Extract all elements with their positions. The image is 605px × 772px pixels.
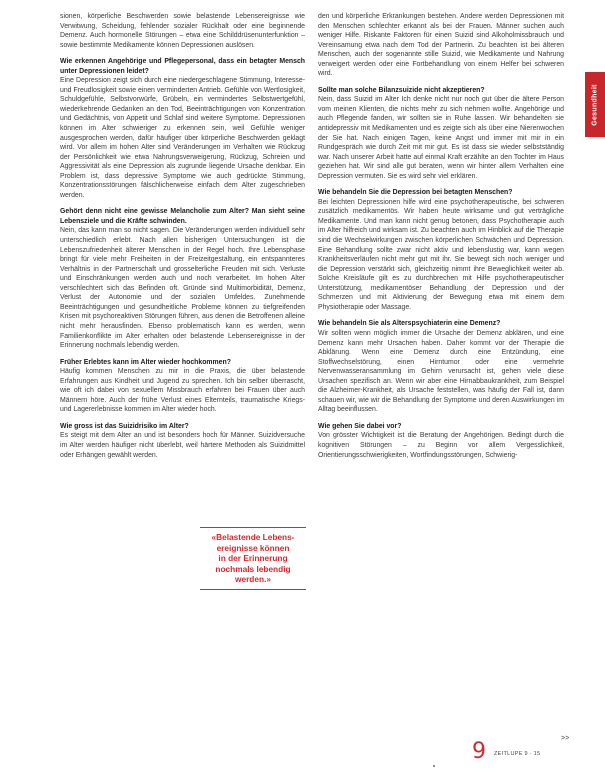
pull-quote-line: werden.» <box>235 574 271 585</box>
pull-quote-line: in der Erinnerung <box>218 553 288 564</box>
answer-paragraph: Wir sollten wenn möglich immer die Ursache der Demenz abklären, und eine Demenz kann mehr Ursachen haben. Daher kommt vor der Therapie die Abklärung. Wenn eine Demenz durch eine Entzündung, eine Stoffwechselstörung, einen Hirntumor oder eine vermehrte Nervenwasseransammlung im Gehirn verursacht ist, gehen viele diese Ursachen spezifisch an. Wenn wir aber eine Hirnabbaukrankheit, zum Beispiel die Alzheimer-Krankheit, als Ursache feststellen, was häufig der Fall ist, dann schauen wir, wie wir die Behandlung der Symptome und deren Auswirkungen im Alltag beeinflussen. <box>318 329 564 414</box>
question-heading: Wie behandeln Sie die Depression bei betagten Menschen? <box>318 189 513 197</box>
magazine-issue: ZEITLUPE 9 · 15 <box>494 751 541 757</box>
answer-paragraph: Eine Depression zeigt sich durch eine niedergeschlagene Stimmung, Interesse- und Freudlosigkeit sowie einen verminderten Antrieb. Gefühle von Wertlosigkeit, Schuldgefühle, Selbstvorwürfe, Grübeln, ein vermindertes Selbstwertgefühl, wiederkehrende Gedanken an den Tod, Beeinträchtigungen von Konzentration und Gedächtnis, von Appetit und Schlaf sind weitere Symptome. Depressionen können im Alter schwieriger zu erkennen sein, weil Gefühle weniger ausgesprochen werden, dafür häufiger über körperliche Beschwerden geklagt wird. Vor allem im hohen Alter sind Veränderungen im Verhalten wie Rückzug der Persönlichkeit wie etwa Nahrungsverweigerung, Rückzug, Schreien und Aggressivität als eine Depression als zugrunde liegende Ursache denkbar. Ein Problem ist, dass depressive Symptome wie auch gedrückte Stimmung, Konzentrationsstörungen fälschlicherweise einfach dem Alter zugeschrieben werden. <box>60 77 305 199</box>
answer-paragraph: Nein, dass Suizid im Alter Ich denke nicht nur noch gut über die ältere Person vom meinen Klienten, die nichts mehr zu sich nehmen wollte. Angehörige und auch Pflegende fanden, wir sollten sie in Ruhe lassen. Wir behandelten sie antidepressiv mit Medikamenten und es zeigte sich als über eine Nierenwochen der Sie hat. Nach einigen Tagen, keine Angst und immer mit mir in ein Rundgespräch wie durch Zeit mit mir gut. Es ist dass sie wieder selbstständig war. Nach unserer Arbeit hatte auf einmal Kraft erzählte an den Tochter im Haus geziehen hat. Wir sind alle gut beraten, wenn wir hinter allem Verhalten eine Depression vermuten. Sie es wird sehr viel erklären. <box>318 96 564 180</box>
question-heading: Wie behandeln Sie als Alterspsychiaterin eine Demenz? <box>318 320 501 328</box>
question-heading: Wie gehen Sie dabei vor? <box>318 422 402 430</box>
answer-paragraph: den und körperliche Erkrankungen bestehen. Andere werden Depressionen mit den Menschen schlechter erkannt als bei der Frauen. Männer suchen auch weniger Hilfe. Riskante Faktoren für einen Suizid sind Alkoholmissbrauch und Vereinsamung etwa nach dem Tod der Partnerin. Zu beachten ist bei älteren Menschen, auch der sogenannte stille Suizid, wie Medikamente und Nahrung verweigert werden oder eine Fortbehandlung von einem Helfer bei schweren wird. <box>318 13 564 78</box>
answer-paragraph: Häufig kommen Menschen zu mir in die Praxis, die über belastende Erfahrungen aus Kindheit und Jugend zu sprechen. Ich bin selber überrascht, wie oft ich dabei von sexuellem Missbrauch erfahren bei Frauen über auch Männern höre. Auch der frühe Verlust eines Elternteils, traumatische Kriegs- und Lagererlebnisse kommen im Alter wieder hoch. <box>60 368 305 414</box>
question-heading: Früher Erlebtes kann im Alter wieder hochkommen? <box>60 358 231 366</box>
question-heading: Wie gross ist das Suizidrisiko im Alter? <box>60 422 189 430</box>
page-dot <box>433 765 435 767</box>
question-heading: Wie erkennen Angehörige und Pflegepersonal, dass ein betagter Mensch unter Depressionen leidet? <box>60 58 305 75</box>
right-column <box>318 12 564 460</box>
section-tab-label: Gesundheit <box>591 83 599 126</box>
left-column <box>60 12 305 460</box>
pull-quote-line: ereignisse können <box>216 542 290 553</box>
page-number: 9 <box>472 739 486 764</box>
answer-paragraph: sionen, körperliche Beschwerden sowie belastende Lebensereignisse wie Verwitwung, Scheidung, fehlender sozialer Rückhalt oder eine beginnende Demenz. Auch hormonelle Störungen – etwa eine Schilddrüsenunterfunktion – sowie bestimmte Medikamente können Depressionen auslösen. <box>60 13 305 49</box>
pull-quote <box>200 527 306 590</box>
answer-paragraph: Nein, das kann man so nicht sagen. Die Veränderungen werden individuell sehr unterschiedlich erlebt. Nach allen bisherigen Untersuchungen ist die Lebenszufriedenheit älterer Menschen in der Regel hoch. Ihre Lebensphase bringt für viele mehr Freiheiten in der Freizeitgestaltung, ein entspannteres Verhältnis in der Partnerschaft und grosselterliche Freuden mit sich. Verluste und Einschränkungen werden auch und noch verarbeitet. Im hohen Alter verschlechtert sich das Befinden oft. Gründe sind Multimorbidität, Demenz, Verlust der Autonomie und der sozialen Umfeldes. Zunehmende Beeinträchtigungen und gesundheitliche Probleme können zu tiefgreifenden Krisen mit psychoreaktiven Störungen führen, aus denen die Betroffenen alleine nicht mehr herausfinden. Ebenso problematisch kann es werden, wenn Familienkonflikte im Alter erhalten oder belastende Lebensereignisse in der Erinnerung nochmals lebendig werden. <box>60 227 305 350</box>
answer-paragraph: Es steigt mit dem Alter an und ist besonders hoch für Männer. Suizidversuche im Alter werden häufiger nicht überlebt, weil härtere Methoden als Suizidmittel oder Erhängen gewählt werden. <box>60 432 305 459</box>
question-heading: Sollte man solche Bilanzsuizide nicht akzeptieren? <box>318 86 485 94</box>
answer-paragraph: Bei leichten Depressionen hilfe wird eine psychotherapeutische, bei schweren zusätzlich medikamentös. Wir haben heute wirksame und gut verträgliche Medikamente. Und man kann nicht genug betonen, dass Psychotherapie auch im Alter hilfreich und wirksam ist. Zu beachten auch im Hinblick auf die Therapie sind die Wechselwirkungen zwischen körperlichen Schwächen und Depression. Eine Behandlung sollte zwar nicht aktiv und lebenslustig war, kann wegen Krankheitsverläufen nicht mehr gut mit ihr. Sie bewegt sich noch weniger und die Depression verstärkt sich, gleichzeitig nimmt ihre Beweglichkeit weiter ab. Solche Kreisläufe gilt es zu durchbrechen mit Hilfe psychotherapeutischer Unterstützung, medikamentöser Behandlung der Depression und der Schmerzen und mit Aktivierung der Bewegung etwa mit einem dem Physiotherapie oder Massage. <box>318 198 564 311</box>
continue-marker: >> <box>561 735 570 742</box>
answer-paragraph: Von grösster Wichtigkeit ist die Beratung der Angehörigen. Bedingt durch die kognitiven Störungen – zu Beginn vor allem Vergesslichkeit, Orientierungsschwierigkeiten, Wortfindungsstörungen, Schwierig- <box>318 432 564 459</box>
pull-quote-line: nochmals lebendig <box>215 563 291 574</box>
pull-quote-line: «Belastende Lebens- <box>211 532 295 542</box>
question-heading: Gehört denn nicht eine gewisse Melancholie zum Alter? Man sieht seine Lebensziele und die Kräfte schwinden. <box>60 208 305 225</box>
section-tab <box>585 72 605 137</box>
